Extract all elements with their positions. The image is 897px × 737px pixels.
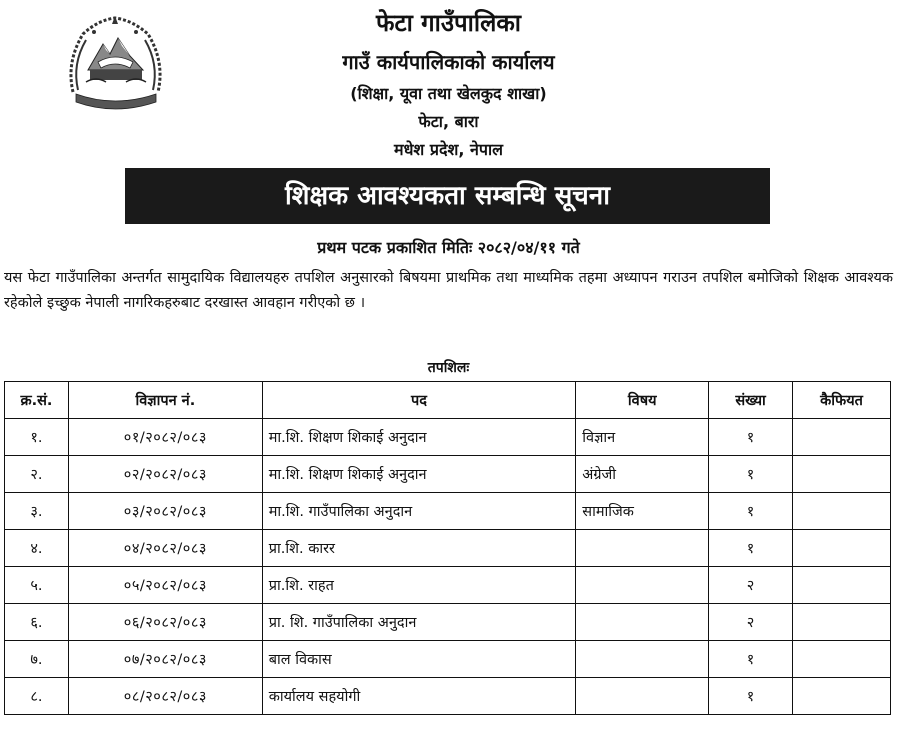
column-header-ad-no: विज्ञापन नं. [68, 382, 262, 419]
cell-count: १ [709, 456, 793, 493]
cell-ad-no: ०७/२०८२/०८३ [68, 641, 262, 678]
table-row [5, 604, 891, 641]
cell-sn: ७. [5, 641, 69, 678]
cell-subject [576, 641, 709, 678]
cell-sn: ५. [5, 567, 69, 604]
cell-subject: अंग्रेजी [576, 456, 709, 493]
cell-post: बाल विकास [262, 641, 576, 678]
cell-count: २ [709, 604, 793, 641]
cell-count: १ [709, 419, 793, 456]
cell-remarks [793, 641, 891, 678]
cell-remarks [793, 419, 891, 456]
cell-remarks [793, 530, 891, 567]
cell-subject [576, 678, 709, 715]
cell-count: २ [709, 567, 793, 604]
cell-ad-no: ०३/२०८२/०८३ [68, 493, 262, 530]
tapsil-label: तपशिलः [427, 360, 470, 376]
cell-remarks [793, 678, 891, 715]
cell-count: १ [709, 678, 793, 715]
table-row [5, 678, 891, 715]
executive-office-name: गाउँ कार्यपालिकाको कार्यालय [342, 50, 555, 74]
cell-post: प्रा. शि. गाउँपालिका अनुदान [262, 604, 576, 641]
cell-subject: सामाजिक [576, 493, 709, 530]
cell-post: प्रा.शि. राहत [262, 567, 576, 604]
cell-post: कार्यालय सहयोगी [262, 678, 576, 715]
cell-ad-no: ०१/२०८२/०८३ [68, 419, 262, 456]
section-name: (शिक्षा, यूवा तथा खेलकुद शाखा) [350, 84, 547, 103]
cell-ad-no: ०६/२०८२/०८३ [68, 604, 262, 641]
column-header-sn: क्र.सं. [5, 382, 69, 419]
notice-title-banner: शिक्षक आवश्यकता सम्बन्धि सूचना [125, 168, 770, 224]
address-line-2: मधेश प्रदेश, नेपाल [394, 140, 503, 159]
cell-subject [576, 567, 709, 604]
column-header-count: संख्या [709, 382, 793, 419]
cell-sn: ३. [5, 493, 69, 530]
cell-subject: विज्ञान [576, 419, 709, 456]
cell-post: मा.शि. शिक्षण शिकाई अनुदान [262, 419, 576, 456]
cell-subject [576, 604, 709, 641]
address-line-1: फेटा, बारा [418, 112, 479, 131]
cell-remarks [793, 567, 891, 604]
cell-post: मा.शि. गाउँपालिका अनुदान [262, 493, 576, 530]
column-header-post: पद [262, 382, 576, 419]
notice-intro-paragraph: यस फेटा गाउँपालिका अन्तर्गत सामुदायिक विद्यालयहरु तपशिल अनुसारको बिषयमा प्राथमिक तथा माध्यमिक तहमा अध्यापन गराउन तपशिल बमोजिको शिक्षक आवश्यक रहेकोले इच्छुक नेपाली नागरिकहरुबाट दरखास्त आवहान गरीएको छ । [4, 270, 893, 311]
cell-ad-no: ०४/२०८२/०८३ [68, 530, 262, 567]
cell-remarks [793, 456, 891, 493]
cell-count: १ [709, 493, 793, 530]
cell-remarks [793, 604, 891, 641]
cell-remarks [793, 493, 891, 530]
cell-sn: ८. [5, 678, 69, 715]
office-name: फेटा गाउँपालिका [375, 9, 522, 37]
table-row [5, 641, 891, 678]
column-header-remarks: कैफियत [793, 382, 891, 419]
cell-sn: ४. [5, 530, 69, 567]
table-row [5, 530, 891, 567]
cell-ad-no: ०८/२०८२/०८३ [68, 678, 262, 715]
teacher-vacancy-table [4, 381, 891, 715]
table-header-row [5, 382, 891, 419]
cell-sn: २. [5, 456, 69, 493]
cell-post: प्रा.शि. कारर [262, 530, 576, 567]
cell-ad-no: ०२/२०८२/०८३ [68, 456, 262, 493]
cell-sn: १. [5, 419, 69, 456]
table-row [5, 419, 891, 456]
publication-date: प्रथम पटक प्रकाशित मितिः २०८२/०४/११ गते [317, 238, 580, 257]
cell-count: १ [709, 530, 793, 567]
cell-ad-no: ०५/२०८२/०८३ [68, 567, 262, 604]
table-row [5, 456, 891, 493]
cell-subject [576, 530, 709, 567]
table-row [5, 493, 891, 530]
column-header-subject: विषय [576, 382, 709, 419]
table-row [5, 567, 891, 604]
cell-sn: ६. [5, 604, 69, 641]
cell-post: मा.शि. शिक्षण शिकाई अनुदान [262, 456, 576, 493]
cell-count: १ [709, 641, 793, 678]
